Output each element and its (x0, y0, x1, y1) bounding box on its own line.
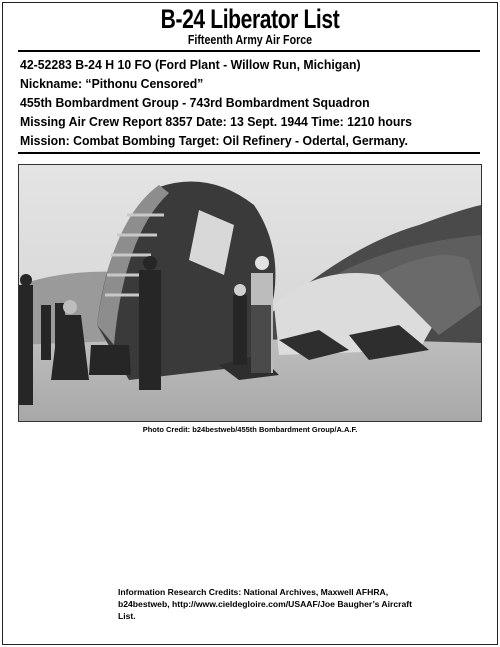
title-divider (18, 50, 480, 52)
research-credits: Information Research Credits: National Archives, Maxwell AFHRA, b24bestweb, http://www.cieldegloire.com/USAAF/Joe Baugher’s Aircraft List. (118, 587, 412, 621)
unit-line: 455th Bombardment Group - 743rd Bombardment Squadron (20, 95, 370, 110)
nickname-line: Nickname: “Pithonu Censored” (20, 76, 204, 91)
mission-line: Mission: Combat Bombing Target: Oil Refinery - Odertal, Germany. (20, 133, 408, 148)
info-divider (18, 152, 480, 154)
page-title: B-24 Liberator List (160, 4, 340, 34)
wreckage-photo-graphic (19, 165, 481, 421)
aircraft-record (20, 55, 480, 150)
photo-credit: Photo Credit: b24bestweb/455th Bombardment Group/A.A.F. (142, 425, 358, 434)
macr-line: Missing Air Crew Report 8357 Date: 13 Sept. 1944 Time: 1210 hours (20, 114, 412, 129)
serial-model-line: 42-52283 B-24 H 10 FO (Ford Plant - Willow Run, Michigan) (20, 57, 361, 72)
page-subtitle: Fifteenth Army Air Force (187, 32, 313, 47)
crash-site-photo (18, 164, 482, 422)
